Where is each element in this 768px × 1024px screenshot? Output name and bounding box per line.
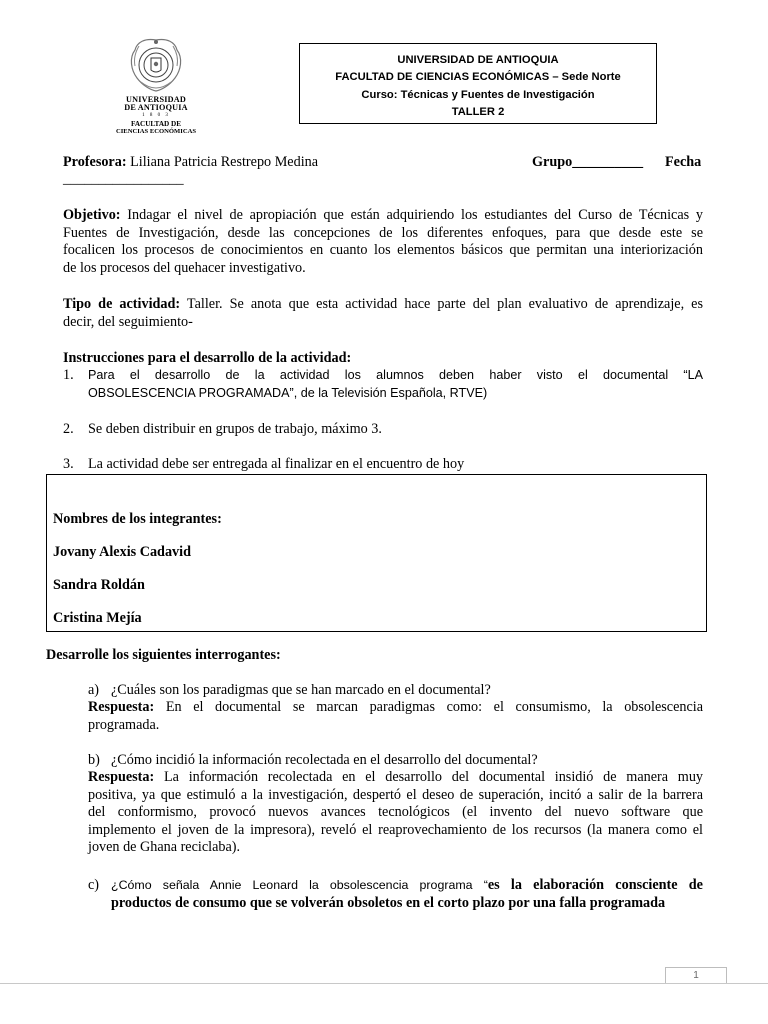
answer-label: Respuesta: bbox=[88, 699, 155, 715]
answer-b-line2: positiva, ya que estimuló a la investigación, despertó el deseo de superación, incitó a salir de la barrera bbox=[88, 786, 703, 803]
objective-line2: Fuentes de Investigación, desde las concepciones de los diferentes enfoques, para que desde este se bbox=[63, 224, 703, 241]
instruction-item1-line2: OBSOLESCENCIA PROGRAMADA”, de la Televisión Española, RTVE) bbox=[88, 385, 488, 400]
objective-paragraph bbox=[63, 207, 703, 277]
professor-name: Liliana Patricia Restrepo Medina bbox=[130, 154, 319, 170]
instruction-item2: Se deben distribuir en grupos de trabajo, máximo 3. bbox=[88, 421, 382, 437]
question-c-label: c) bbox=[88, 877, 100, 893]
activity-label: Tipo de actividad: bbox=[63, 296, 181, 312]
answer-a bbox=[88, 699, 703, 734]
question-a: ¿Cuáles son los paradigmas que se han marcado en el documental? bbox=[111, 682, 491, 698]
header-university: UNIVERSIDAD DE ANTIOQUIA bbox=[397, 54, 559, 66]
instruction-item1-number: 1. bbox=[63, 367, 74, 383]
answer-b-line5: joven de Ghana reciclaba). bbox=[88, 839, 241, 855]
logo-text-line3: FACULTAD DE bbox=[131, 120, 181, 128]
header-box bbox=[299, 43, 657, 124]
answer-label: Respuesta: bbox=[88, 769, 155, 785]
question-b: ¿Cómo incidió la información recolectada en el desarrollo del documental? bbox=[111, 752, 538, 768]
group-field: Grupo__________ bbox=[532, 154, 644, 170]
instruction-item1 bbox=[88, 367, 703, 402]
answer-a-line1: En el documental se marcan paradigmas como: el consumismo, la obsolescencia bbox=[165, 699, 703, 715]
question-c bbox=[111, 877, 703, 912]
objective-line1: Indagar el nivel de apropiación que están adquiriendo los estudiantes del Curso de Técnicas y bbox=[127, 207, 704, 223]
objective-label: Objetivo: bbox=[63, 207, 121, 223]
logo-year: 1 8 0 3 bbox=[142, 113, 170, 118]
date-label: Fecha bbox=[665, 154, 702, 170]
question-c-start: ¿Cómo señala Annie Leonard la obsolescencia programa “ bbox=[111, 878, 488, 892]
objective-line4: de los procesos del quehacer investigativo. bbox=[63, 259, 306, 276]
instructions-title: Instrucciones para el desarrollo de la actividad: bbox=[63, 350, 352, 366]
answer-b-line3: del conformismo, provocó nuevos avances tecnológicos (el invento del nuevo software que bbox=[88, 804, 703, 820]
answer-a-line2: programada. bbox=[88, 716, 160, 733]
university-seal-icon bbox=[127, 36, 185, 94]
logo-text-line1: UNIVERSIDAD bbox=[126, 95, 186, 104]
footer-rule bbox=[0, 983, 768, 984]
page-number: 1 bbox=[665, 967, 727, 983]
member-name: Cristina Mejía bbox=[53, 610, 142, 626]
instruction-item3: La actividad debe ser entregada al finalizar en el encuentro de hoy bbox=[88, 456, 465, 472]
objective-line3: focalicen los procesos de conocimientos en cuanto los elementos básicos que permitan una interiorización bbox=[63, 242, 703, 258]
questions-title: Desarrolle los siguientes interrogantes: bbox=[46, 647, 281, 663]
members-title: Nombres de los integrantes: bbox=[53, 511, 222, 527]
university-logo bbox=[108, 36, 204, 136]
header-faculty: FACULTAD DE CIENCIAS ECONÓMICAS – Sede Norte bbox=[335, 71, 621, 84]
activity-line1: Taller. Se anota que esta actividad hace parte del plan evaluativo de aprendizaje, es bbox=[186, 296, 703, 312]
activity-line2: decir, del seguimiento- bbox=[63, 313, 193, 330]
logo-text-line2: DE ANTIOQUIA bbox=[124, 103, 188, 112]
instruction-item3-number: 3. bbox=[63, 456, 74, 472]
professor-line bbox=[63, 154, 318, 172]
member-name: Jovany Alexis Cadavid bbox=[53, 544, 191, 560]
member-name: Sandra Roldán bbox=[53, 577, 145, 593]
date-blank: _________________ bbox=[63, 171, 184, 187]
answer-b-line1: La información recolectada en el desarrollo del documental insidió de manera muy bbox=[163, 769, 704, 785]
question-c-bold1: es la elaboración consciente de bbox=[487, 877, 703, 893]
answer-b-line4: implemento el joven de la impresora), reveló el reaprovechamiento de los recursos (la manera como el bbox=[88, 821, 703, 838]
question-a-label: a) bbox=[88, 682, 100, 698]
activity-paragraph bbox=[63, 296, 703, 331]
logo-text-line4: CIENCIAS ECONÓMICAS bbox=[115, 128, 197, 135]
professor-label: Profesora: bbox=[63, 154, 127, 170]
instruction-item1-line1: Para el desarrollo de la actividad los alumnos deben haber visto el documental “LA bbox=[88, 368, 703, 382]
question-c-bold2: productos de consumo que se volverán obsoletos en el corto plazo por una falla programada bbox=[111, 894, 666, 911]
instruction-item2-number: 2. bbox=[63, 421, 74, 437]
header-course: Curso: Técnicas y Fuentes de Investigación bbox=[361, 88, 595, 101]
header-workshop: TALLER 2 bbox=[451, 105, 505, 118]
answer-b bbox=[88, 769, 703, 857]
question-b-label: b) bbox=[88, 752, 100, 768]
